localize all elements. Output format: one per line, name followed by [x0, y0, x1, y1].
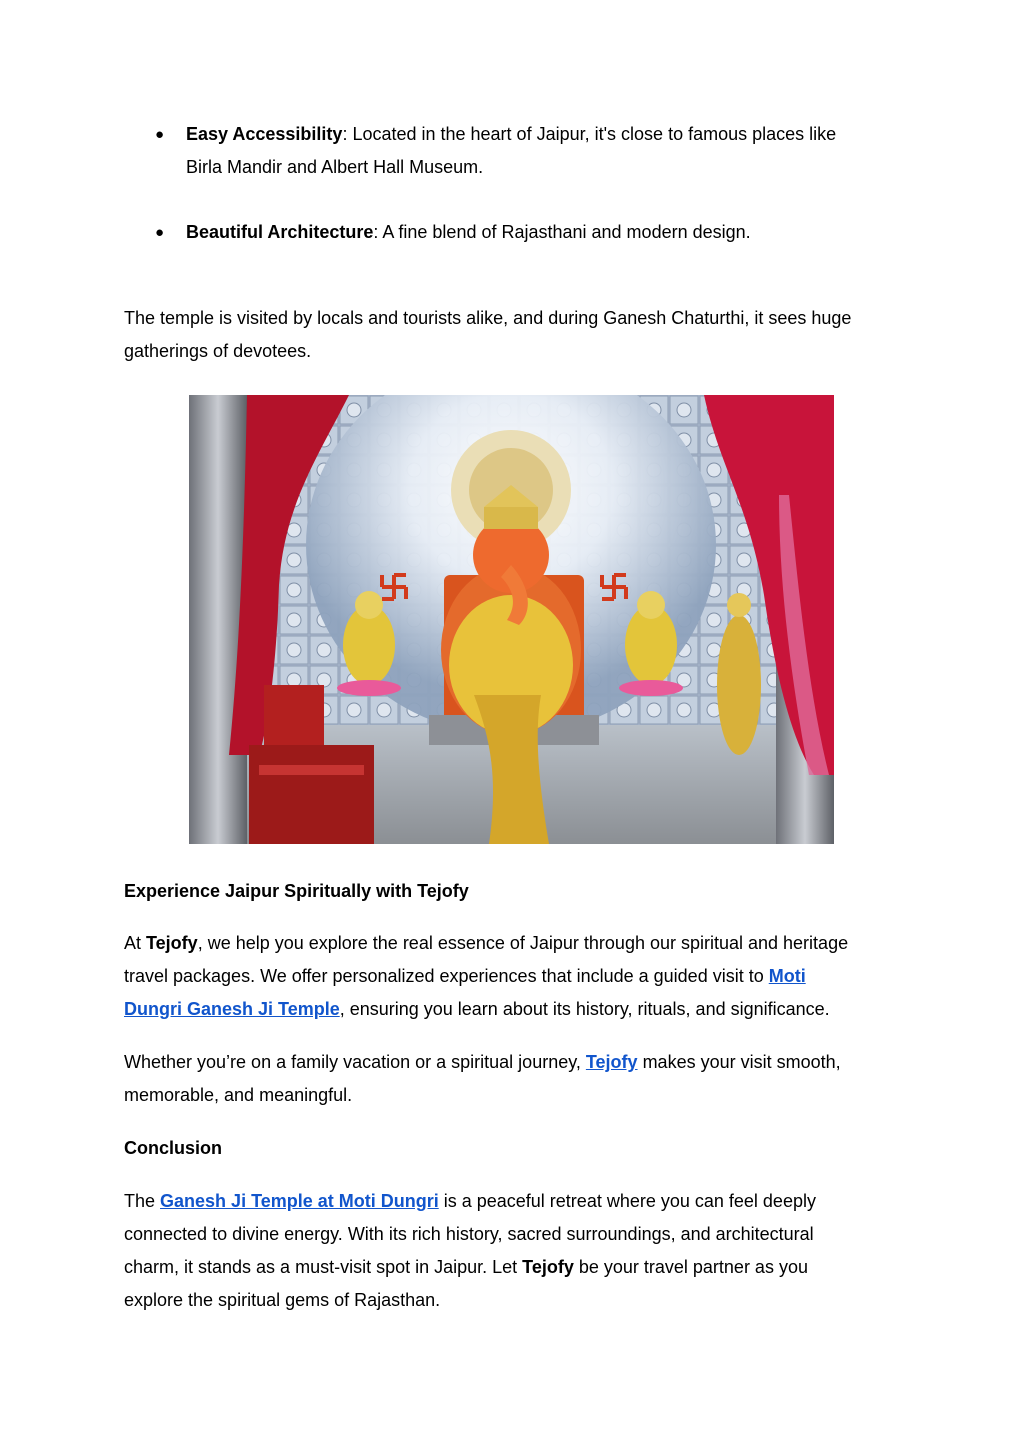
- paragraph-line-1: [124, 1185, 924, 1218]
- intro-line-1: The temple is visited by locals and tourists alike, and during Ganesh Chaturthi, it sees huge: [124, 308, 852, 328]
- temple-link-part-1[interactable]: Moti: [768, 966, 806, 986]
- brand-name: Tejofy: [522, 1257, 574, 1277]
- bullet-marker: ●: [155, 126, 165, 143]
- paragraph-line-4: explore the spiritual gems of Rajasthan.: [124, 1290, 441, 1310]
- paragraph-line-2: [124, 960, 924, 993]
- bullet-title: Easy Accessibility: [186, 124, 343, 144]
- text-span: charm, it stands as a must-visit spot in Jaipur. Let: [124, 1257, 523, 1277]
- tejofy-link[interactable]: Tejofy: [585, 1052, 638, 1072]
- section-heading-experience: Experience Jaipur Spiritually with Tejofy: [124, 881, 469, 901]
- text-span: At: [124, 933, 147, 953]
- ganesh-idol-image: [189, 395, 834, 844]
- intro-paragraph: [124, 302, 904, 368]
- text-span: , we help you explore the real essence of Jaipur through our spiritual and heritage: [197, 933, 849, 953]
- section-paragraph-visit: [124, 1046, 924, 1112]
- text-span: , ensuring you learn about its history, rituals, and significance.: [339, 999, 830, 1019]
- intro-line-2: gatherings of devotees.: [124, 341, 312, 361]
- bullet-text: : Located in the heart of Jaipur, it's close to famous places like: [342, 124, 837, 144]
- bullet-line-1: [186, 216, 906, 249]
- ganesh-temple-link[interactable]: Ganesh Ji Temple at Moti Dungri: [160, 1191, 439, 1211]
- brand-name: Tejofy: [146, 933, 198, 953]
- bullet-item-architecture: [155, 216, 906, 249]
- bullet-marker: ●: [155, 224, 165, 241]
- bullet-line-2: Birla Mandir and Albert Hall Museum.: [186, 157, 484, 177]
- text-span: The: [124, 1191, 161, 1211]
- paragraph-line-2: connected to divine energy. With its rich history, sacred surroundings, and architectural: [124, 1224, 814, 1244]
- paragraph-line-3: [124, 1251, 924, 1284]
- text-span: is a peaceful retreat where you can feel deeply: [438, 1191, 816, 1211]
- bullet-line-1: [186, 118, 906, 151]
- text-span: be your travel partner as you: [573, 1257, 808, 1277]
- temple-photo: [189, 395, 834, 844]
- text-span: makes your visit smooth,: [637, 1052, 841, 1072]
- paragraph-line-1: [124, 927, 924, 960]
- bullet-item-accessibility: [155, 118, 906, 184]
- section-heading-conclusion: Conclusion: [124, 1138, 222, 1158]
- temple-link-part-2[interactable]: Dungri Ganesh Ji Temple: [124, 999, 340, 1019]
- bullet-text: : A fine blend of Rajasthani and modern design.: [373, 222, 751, 242]
- paragraph-line-3: [124, 993, 924, 1026]
- paragraph-line-2: memorable, and meaningful.: [124, 1085, 353, 1105]
- paragraph-line-1: [124, 1046, 924, 1079]
- text-span: travel packages. We offer personalized experiences that include a guided visit to: [124, 966, 769, 986]
- bullet-title: Beautiful Architecture: [186, 222, 374, 242]
- section-paragraph-tejofy: [124, 927, 924, 1026]
- conclusion-paragraph: [124, 1185, 924, 1317]
- text-span: Whether you’re on a family vacation or a spiritual journey,: [124, 1052, 586, 1072]
